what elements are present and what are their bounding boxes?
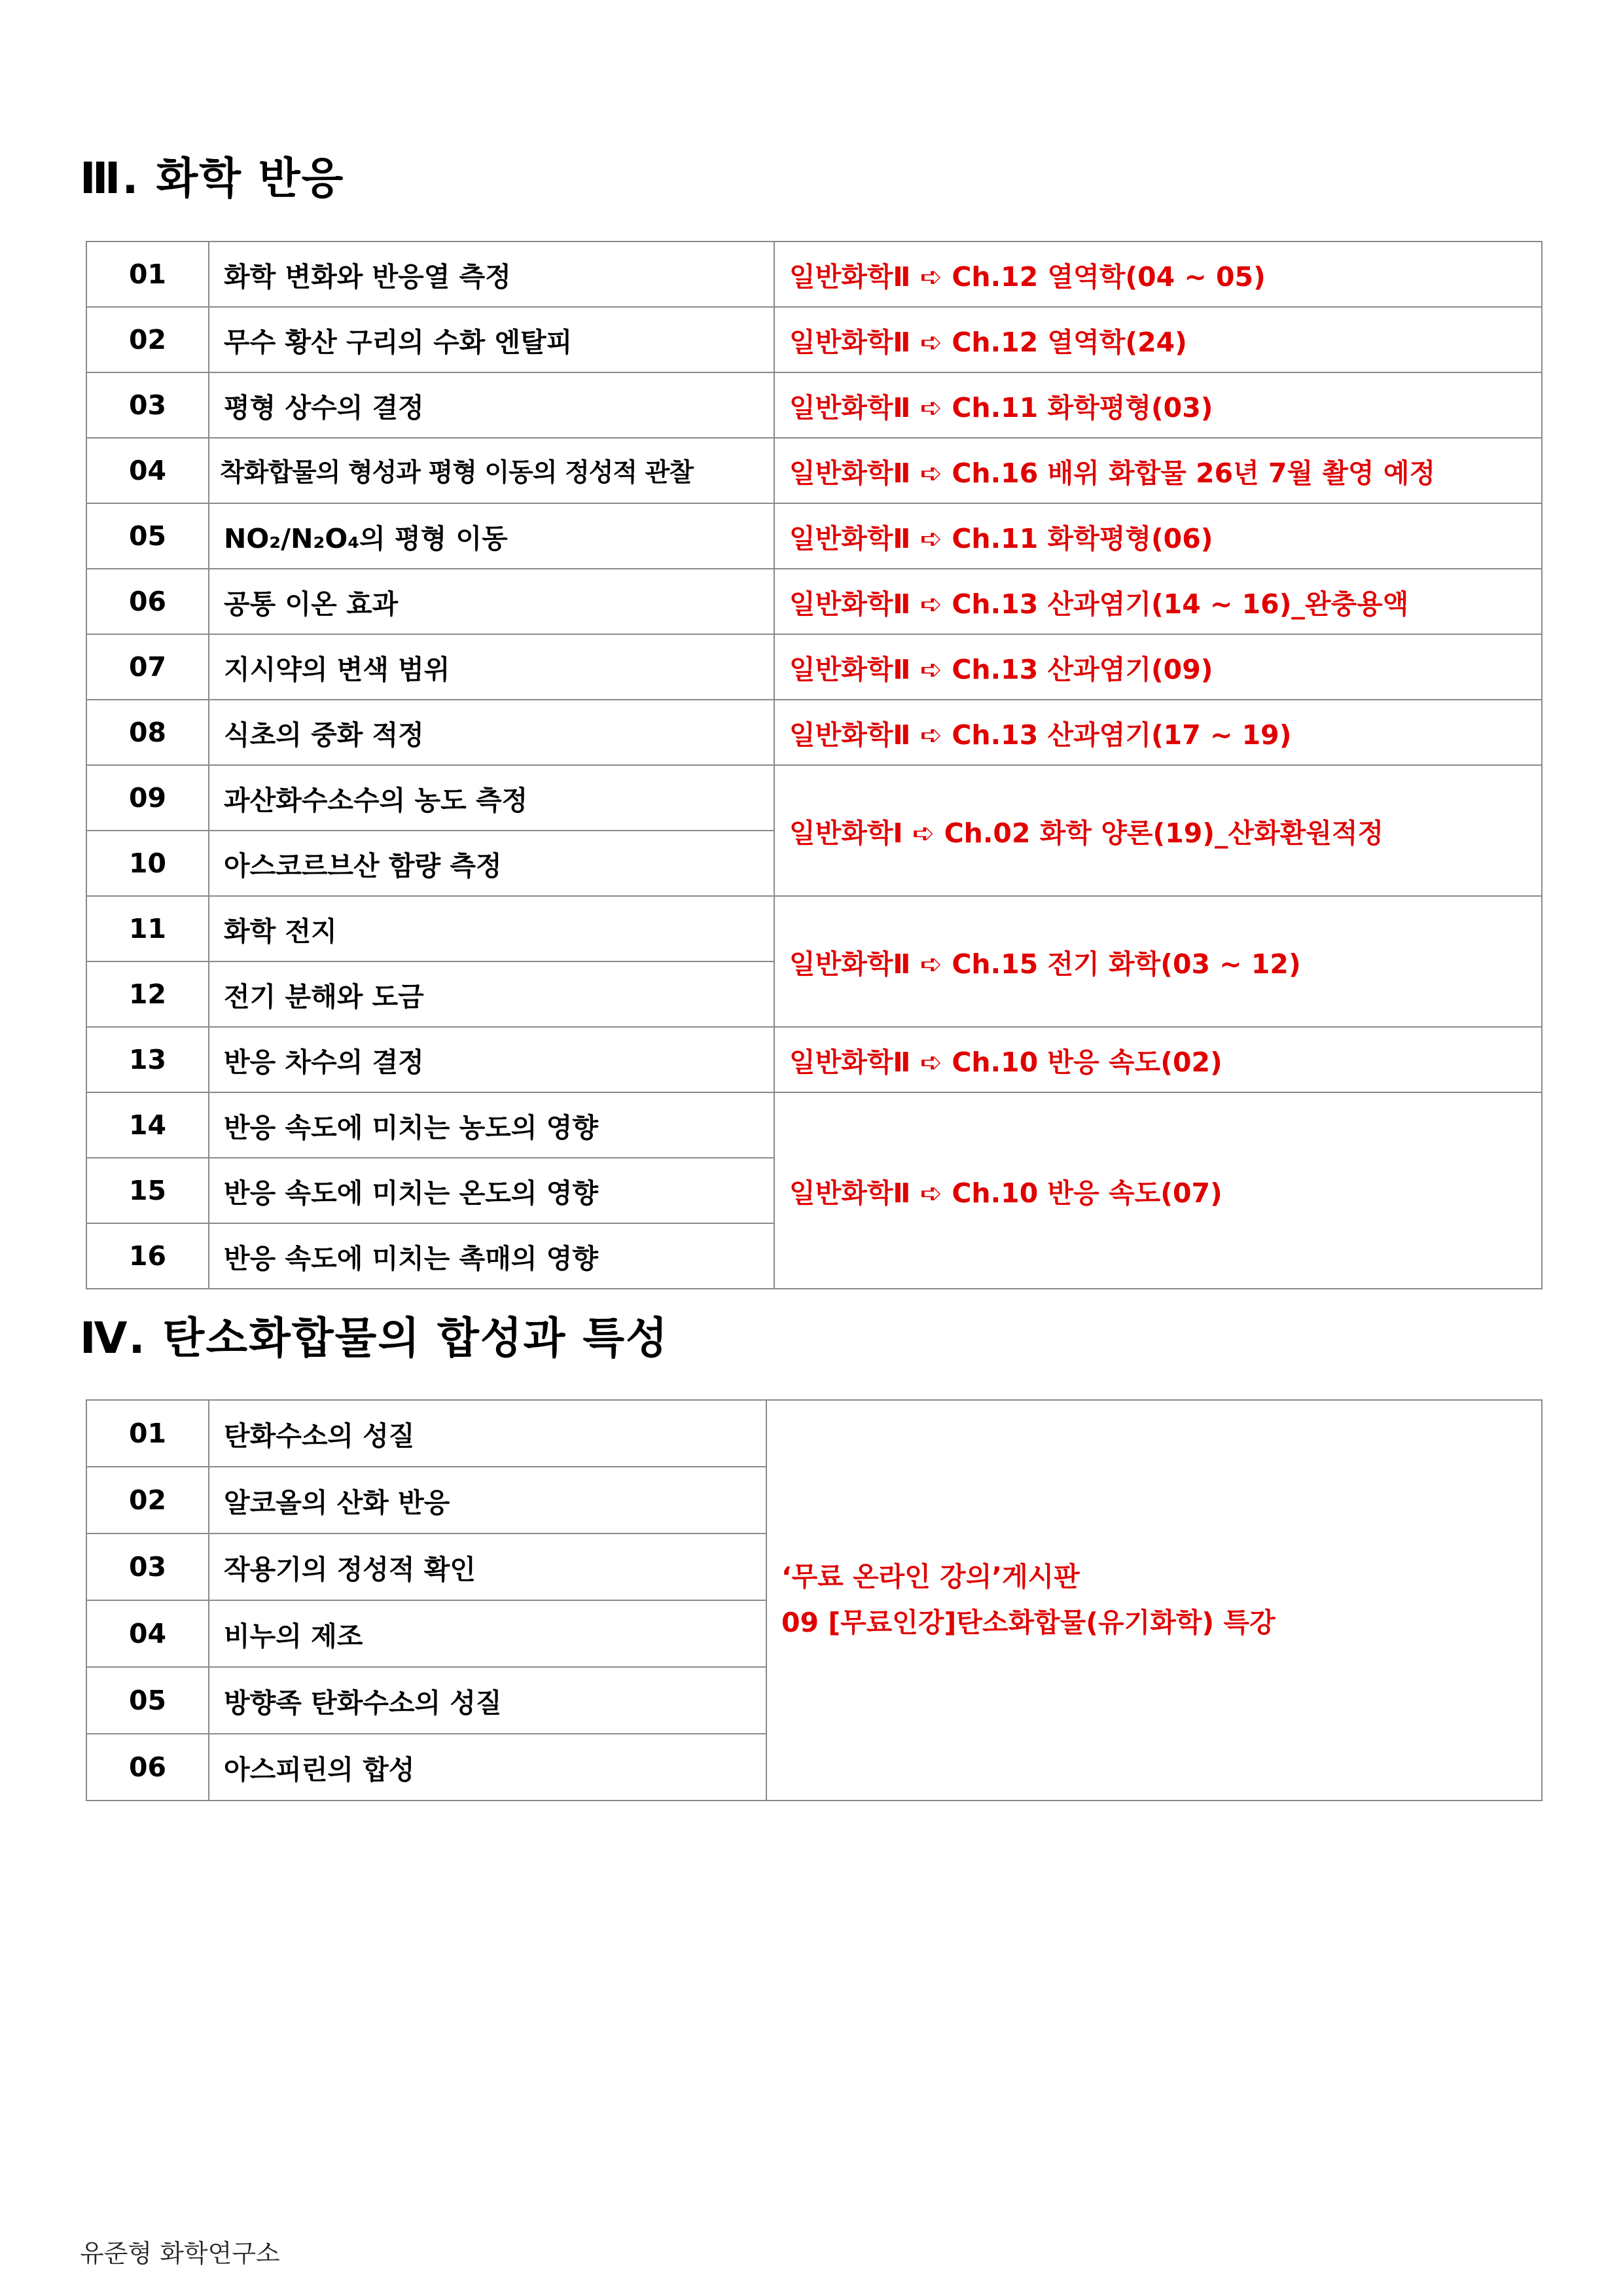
experiment-topic: 아스피린의 합성: [209, 1734, 766, 1801]
table-row: [86, 438, 1542, 503]
table-row: [86, 1027, 1542, 1092]
experiment-topic: NO₂/N₂O₄의 평형 이동: [209, 503, 774, 569]
row-number: 15: [86, 1158, 209, 1223]
lecture-reference: 일반화학Ⅱ ➪ Ch.11 화학평형(03): [774, 372, 1542, 438]
table-row: [86, 242, 1542, 307]
section-4-table: [86, 1399, 1543, 1801]
experiment-topic: 전기 분해와 도금: [209, 961, 774, 1027]
experiment-topic: 방향족 탄화수소의 성질: [209, 1667, 766, 1734]
lecture-board-name: ‘무료 온라인 강의’게시판: [781, 1561, 1080, 1593]
lecture-reference: 일반화학Ⅱ ➪ Ch.13 산과염기(14 ~ 16)_완충용액: [774, 569, 1542, 634]
row-number: 05: [86, 503, 209, 569]
lecture-reference: 일반화학Ⅱ ➪ Ch.16 배위 화합물 26년 7월 촬영 예정: [774, 438, 1542, 503]
row-number: 05: [86, 1667, 209, 1734]
row-number: 06: [86, 569, 209, 634]
experiment-topic: 무수 황산 구리의 수화 엔탈피: [209, 307, 774, 372]
experiment-topic: 아스코르브산 함량 측정: [209, 831, 774, 896]
table-row: [86, 503, 1542, 569]
lecture-reference: [766, 1400, 1542, 1801]
row-number: 13: [86, 1027, 209, 1092]
footer-institute-name: 유준형 화학연구소: [80, 2239, 280, 2268]
experiment-topic: 비누의 제조: [209, 1600, 766, 1667]
row-number: 04: [86, 1600, 209, 1667]
lecture-reference: 일반화학Ⅱ ➪ Ch.11 화학평형(06): [774, 503, 1542, 569]
experiment-topic: 공통 이온 효과: [209, 569, 774, 634]
experiment-topic: 반응 차수의 결정: [209, 1027, 774, 1092]
row-number: 10: [86, 831, 209, 896]
experiment-topic: 과산화수소수의 농도 측정: [209, 765, 774, 831]
table-row: [86, 896, 1542, 961]
experiment-topic: 착화합물의 형성과 평형 이동의 정성적 관찰: [209, 438, 774, 503]
lecture-title: 09 [무료인강]탄소화합물(유기화학) 특강: [781, 1607, 1275, 1638]
table-row: [86, 765, 1542, 831]
table-row: [86, 307, 1542, 372]
row-number: 02: [86, 1467, 209, 1534]
table-row: [86, 569, 1542, 634]
row-number: 01: [86, 242, 209, 307]
table-row: [86, 1400, 1542, 1467]
row-number: 06: [86, 1734, 209, 1801]
row-number: 08: [86, 700, 209, 765]
lecture-reference: 일반화학Ⅱ ➪ Ch.12 열역학(04 ~ 05): [774, 242, 1542, 307]
table-row: [86, 634, 1542, 700]
row-number: 02: [86, 307, 209, 372]
experiment-topic: 반응 속도에 미치는 온도의 영향: [209, 1158, 774, 1223]
experiment-topic: 작용기의 정성적 확인: [209, 1534, 766, 1600]
lecture-reference: 일반화학Ⅱ ➪ Ch.10 반응 속도(07): [774, 1092, 1542, 1289]
table-row: [86, 1092, 1542, 1158]
experiment-topic: 지시약의 변색 범위: [209, 634, 774, 700]
section-4-title: Ⅳ. 탄소화합물의 합성과 특성: [80, 1313, 669, 1363]
row-number: 12: [86, 961, 209, 1027]
row-number: 01: [86, 1400, 209, 1467]
row-number: 09: [86, 765, 209, 831]
experiment-topic: 탄화수소의 성질: [209, 1400, 766, 1467]
experiment-topic: 화학 변화와 반응열 측정: [209, 242, 774, 307]
row-number: 07: [86, 634, 209, 700]
experiment-topic: 평형 상수의 결정: [209, 372, 774, 438]
lecture-reference: 일반화학Ⅱ ➪ Ch.10 반응 속도(02): [774, 1027, 1542, 1092]
row-number: 11: [86, 896, 209, 961]
row-number: 16: [86, 1223, 209, 1289]
row-number: 04: [86, 438, 209, 503]
lecture-reference: 일반화학Ⅱ ➪ Ch.13 산과염기(17 ~ 19): [774, 700, 1542, 765]
experiment-topic: 화학 전지: [209, 896, 774, 961]
table-row: [86, 700, 1542, 765]
row-number: 14: [86, 1092, 209, 1158]
lecture-reference: 일반화학Ⅱ ➪ Ch.15 전기 화학(03 ~ 12): [774, 896, 1542, 1027]
section-3-table: [86, 241, 1543, 1289]
table-row: [86, 372, 1542, 438]
experiment-topic: 식초의 중화 적정: [209, 700, 774, 765]
row-number: 03: [86, 1534, 209, 1600]
experiment-topic: 반응 속도에 미치는 농도의 영향: [209, 1092, 774, 1158]
experiment-topic: 알코올의 산화 반응: [209, 1467, 766, 1534]
lecture-reference: 일반화학Ⅱ ➪ Ch.12 열역학(24): [774, 307, 1542, 372]
experiment-topic: 반응 속도에 미치는 촉매의 영향: [209, 1223, 774, 1289]
lecture-reference: 일반화학Ⅱ ➪ Ch.13 산과염기(09): [774, 634, 1542, 700]
section-3-title: Ⅲ. 화학 반응: [80, 153, 345, 204]
row-number: 03: [86, 372, 209, 438]
lecture-reference: 일반화학Ⅰ ➪ Ch.02 화학 양론(19)_산화환원적정: [774, 765, 1542, 896]
